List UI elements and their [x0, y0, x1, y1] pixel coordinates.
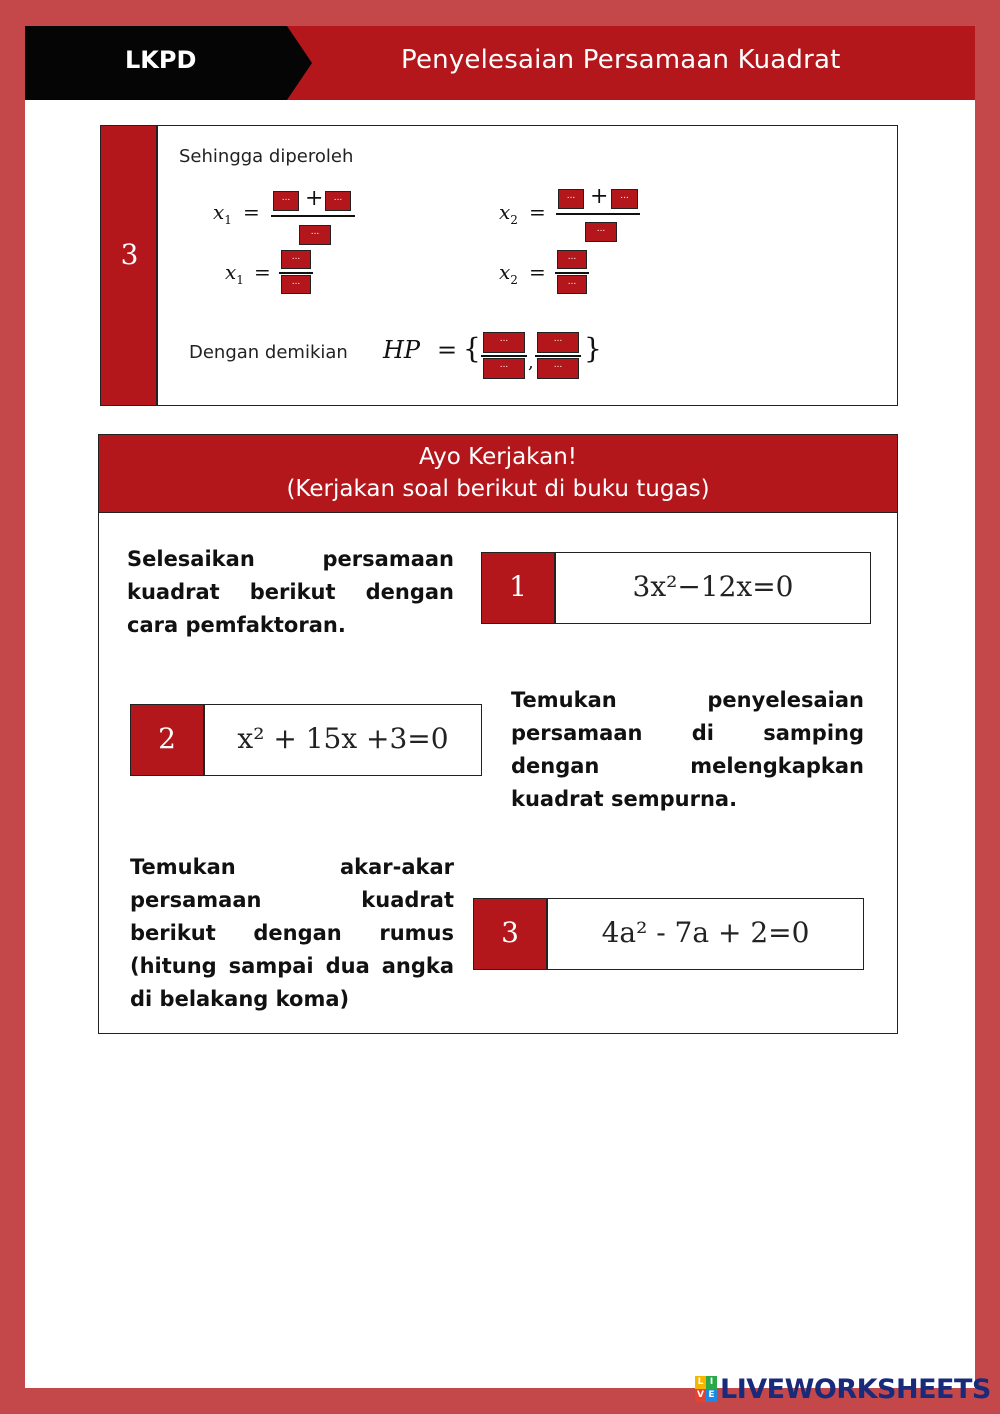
liveworksheets-logo-icon: [695, 1376, 717, 1402]
hp-first-fraction-line: [481, 355, 527, 357]
hp-open-brace: {: [463, 332, 481, 365]
question-3-box: [473, 898, 864, 970]
question-2-number: 2: [131, 705, 205, 775]
question-1-instruction: Selesaikan persamaan kuadrat berikut dengan cara pemfaktoran.: [127, 547, 454, 637]
x2-result-label: $x_2$: [499, 260, 518, 287]
logo-letter-square: I: [706, 1376, 717, 1389]
hp-first-denominator-blank[interactable]: ...: [483, 358, 525, 379]
question-2-box: [130, 704, 482, 776]
x1-result-label: $x_1$: [225, 260, 244, 287]
hp-equals: =: [437, 336, 458, 364]
x1-result-fraction-line: [279, 272, 313, 274]
hp-close-brace: }: [584, 332, 602, 365]
hp-second-numerator-blank[interactable]: ...: [537, 332, 579, 353]
brand-text: LIVEWORKSHEETS: [720, 1373, 991, 1405]
x1-numerator-blank-a[interactable]: ...: [273, 191, 299, 211]
x1-result-denominator-blank[interactable]: ...: [281, 275, 311, 294]
hp-second-denominator-blank[interactable]: ...: [537, 358, 579, 379]
question-1-number: 1: [482, 553, 556, 623]
conclusion-text: Dengan demikian: [189, 342, 348, 363]
hp-first-numerator-blank[interactable]: ...: [483, 332, 525, 353]
practice-header: [99, 435, 897, 513]
liveworksheets-brand[interactable]: [695, 1372, 991, 1406]
question-3-instruction: Temukan akar-akar persamaan kuadrat berikut dengan rumus (hitung sampai dua angka di belakang koma): [130, 855, 454, 1011]
x2-plus: +: [590, 184, 609, 209]
header-tag-label: LKPD: [125, 46, 197, 74]
worksheet-page: [25, 26, 975, 1388]
x1-equals: =: [243, 200, 260, 224]
logo-letter-square: V: [695, 1389, 706, 1402]
practice-title: Ayo Kerjakan!: [418, 444, 577, 470]
x2-numerator-blank-b[interactable]: ...: [611, 189, 638, 209]
practice-subtitle: (Kerjakan soal berikut di buku tugas): [286, 476, 710, 502]
x2-result-numerator-blank[interactable]: ...: [557, 250, 587, 269]
x1-denominator-blank[interactable]: ...: [299, 225, 331, 245]
x1-fraction-line: [271, 215, 355, 217]
step-3-box: [100, 125, 898, 406]
question-1-equation: 3x²−12x=0: [632, 570, 794, 603]
logo-letter-square: E: [706, 1389, 717, 1402]
x2-equals: =: [529, 200, 546, 224]
x2-label: $x_2$: [499, 200, 518, 227]
hp-second-fraction-line: [535, 355, 581, 357]
x2-result-fraction-line: [555, 272, 589, 274]
x2-denominator-blank[interactable]: ...: [585, 222, 617, 242]
step-number: 3: [120, 238, 139, 271]
practice-section: [98, 434, 898, 1034]
x1-label: $x_1$: [213, 200, 232, 227]
x1-result-numerator-blank[interactable]: ...: [281, 250, 311, 269]
question-2-instruction: Temukan penyelesaian persamaan di samping dengan melengkapkan kuadrat sempurna.: [511, 688, 864, 811]
x1-result-equals: =: [254, 260, 271, 284]
question-2-equation: x² + 15x +3=0: [237, 722, 449, 755]
x1-plus: +: [305, 186, 324, 211]
question-3-number: 3: [474, 899, 548, 969]
header-arrow-shape: [287, 26, 312, 100]
step-number-bar: [101, 126, 158, 405]
x2-fraction-line: [556, 213, 640, 215]
step-intro-text: Sehingga diperoleh: [179, 146, 354, 167]
x2-result-denominator-blank[interactable]: ...: [557, 275, 587, 294]
x1-numerator-blank-b[interactable]: ...: [325, 191, 351, 211]
page-title: Penyelesaian Persamaan Kuadrat: [401, 45, 841, 75]
hp-comma: ,: [528, 352, 534, 373]
question-3-equation: 4a² - 7a + 2=0: [601, 916, 810, 949]
x2-result-equals: =: [529, 260, 546, 284]
x2-numerator-blank-a[interactable]: ...: [558, 189, 584, 209]
page-header: [25, 26, 975, 100]
logo-letter-square: L: [695, 1376, 706, 1389]
hp-label: HP: [383, 336, 421, 364]
question-1-box: [481, 552, 871, 624]
